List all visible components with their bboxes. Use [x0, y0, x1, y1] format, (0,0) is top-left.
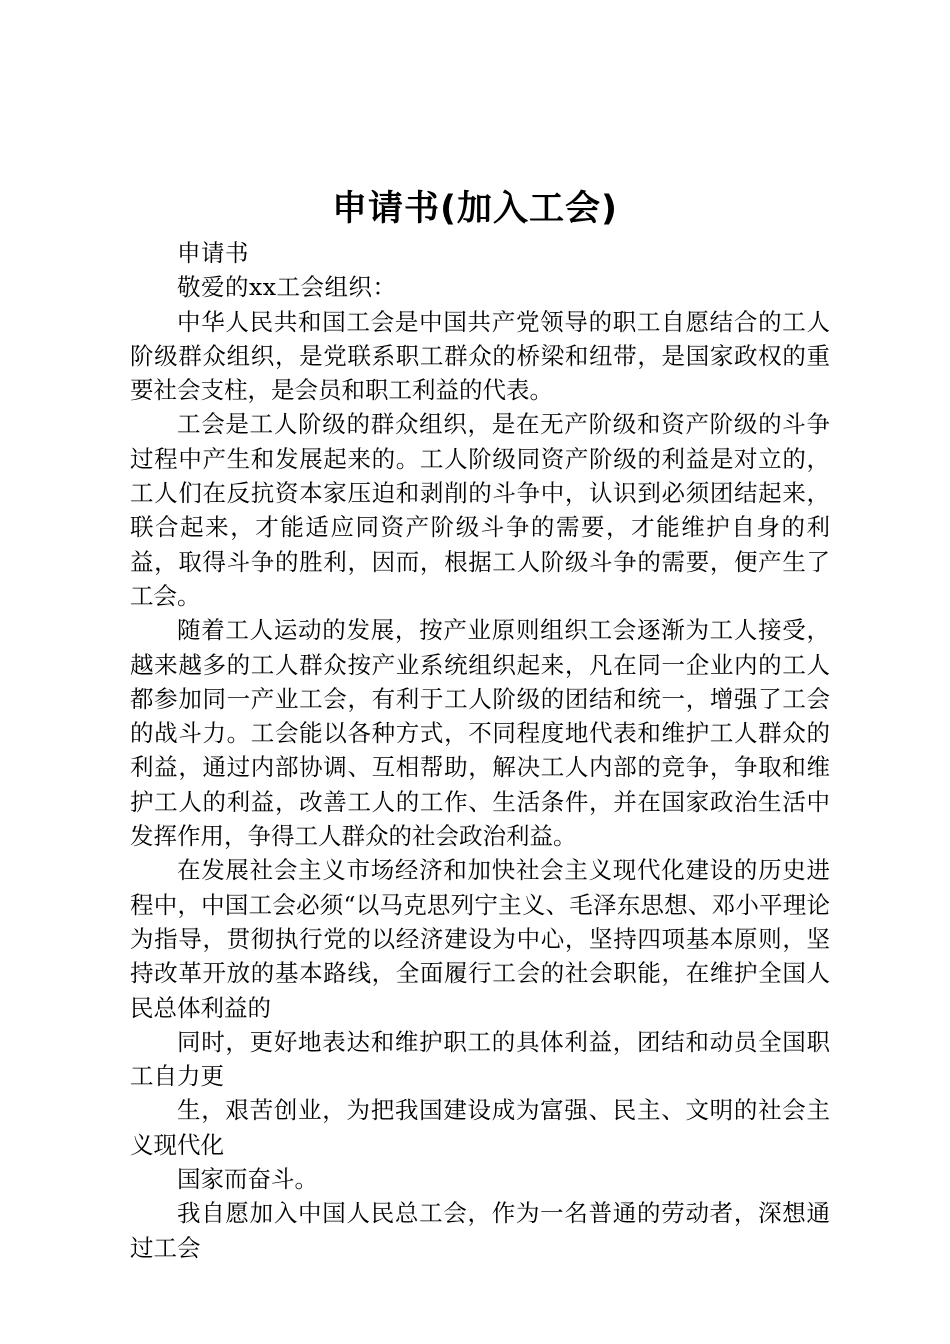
- paragraph-salutation: 敬爱的xx工会组织：: [177, 273, 397, 302]
- paragraph: 国家而奋斗。: [177, 1165, 318, 1194]
- paragraph: 工会是工人阶级的群众组织，是在无产阶级和资产阶级的斗争过程中产生和发展起来的。工人阶级同资产阶级的利益是对立的，工人们在反抗资本家压迫和剥削的斗争中，认识到必须团结起来，联合起来，才能适应同资产阶级斗争的需要，才能维护自身的利益，取得斗争的胜利，因而，根据工人阶级斗争的需要，便产生了工会。: [130, 410, 830, 610]
- paragraph: 同时，更好地表达和维护职工的具体利益，团结和动员全国职工自力更: [130, 1027, 830, 1091]
- paragraph: 随着工人运动的发展，按产业原则组织工会逐渐为工人接受，越来越多的工人群众按产业系统组织起来，凡在同一企业内的工人都参加同一产业工会，有利于工人阶级的团结和统一，增强了工会的战斗力。工会能以各种方式，不同程度地代表和维护工人群众的利益，通过内部协调、互相帮助，解决工人内部的竞争，争取和维护工人的利益，改善工人的工作、生活条件，并在国家政治生活中发挥作用，争得工人群众的社会政治利益。: [130, 616, 830, 851]
- paragraph: 生，艰苦创业，为把我国建设成为富强、民主、文明的社会主义现代化: [130, 1096, 830, 1159]
- paragraph: 我自愿加入中国人民总工会，作为一名普通的劳动者，深想通过工会: [130, 1199, 830, 1262]
- document-body: [130, 236, 830, 1265]
- document-title: 申请书(加入工会): [332, 189, 618, 229]
- paragraph: 中华人民共和国工会是中国共产党领导的职工自愿结合的工人阶级群众组织，是党联系职工群众的桥梁和纽带，是国家政权的重要社会支柱，是会员和职工利益的代表。: [130, 307, 830, 405]
- paragraph: 在发展社会主义市场经济和加快社会主义现代化建设的历史进程中，中国工会必须“以马克思列宁主义、毛泽东思想、邓小平理论为指导，贯彻执行党的以经济建设为中心，坚持四项基本原则，坚持改革开放的基本路线，全面履行工会的社会职能，在维护全国人民总体利益的: [130, 856, 830, 1022]
- paragraph-heading: 申请书: [177, 239, 249, 267]
